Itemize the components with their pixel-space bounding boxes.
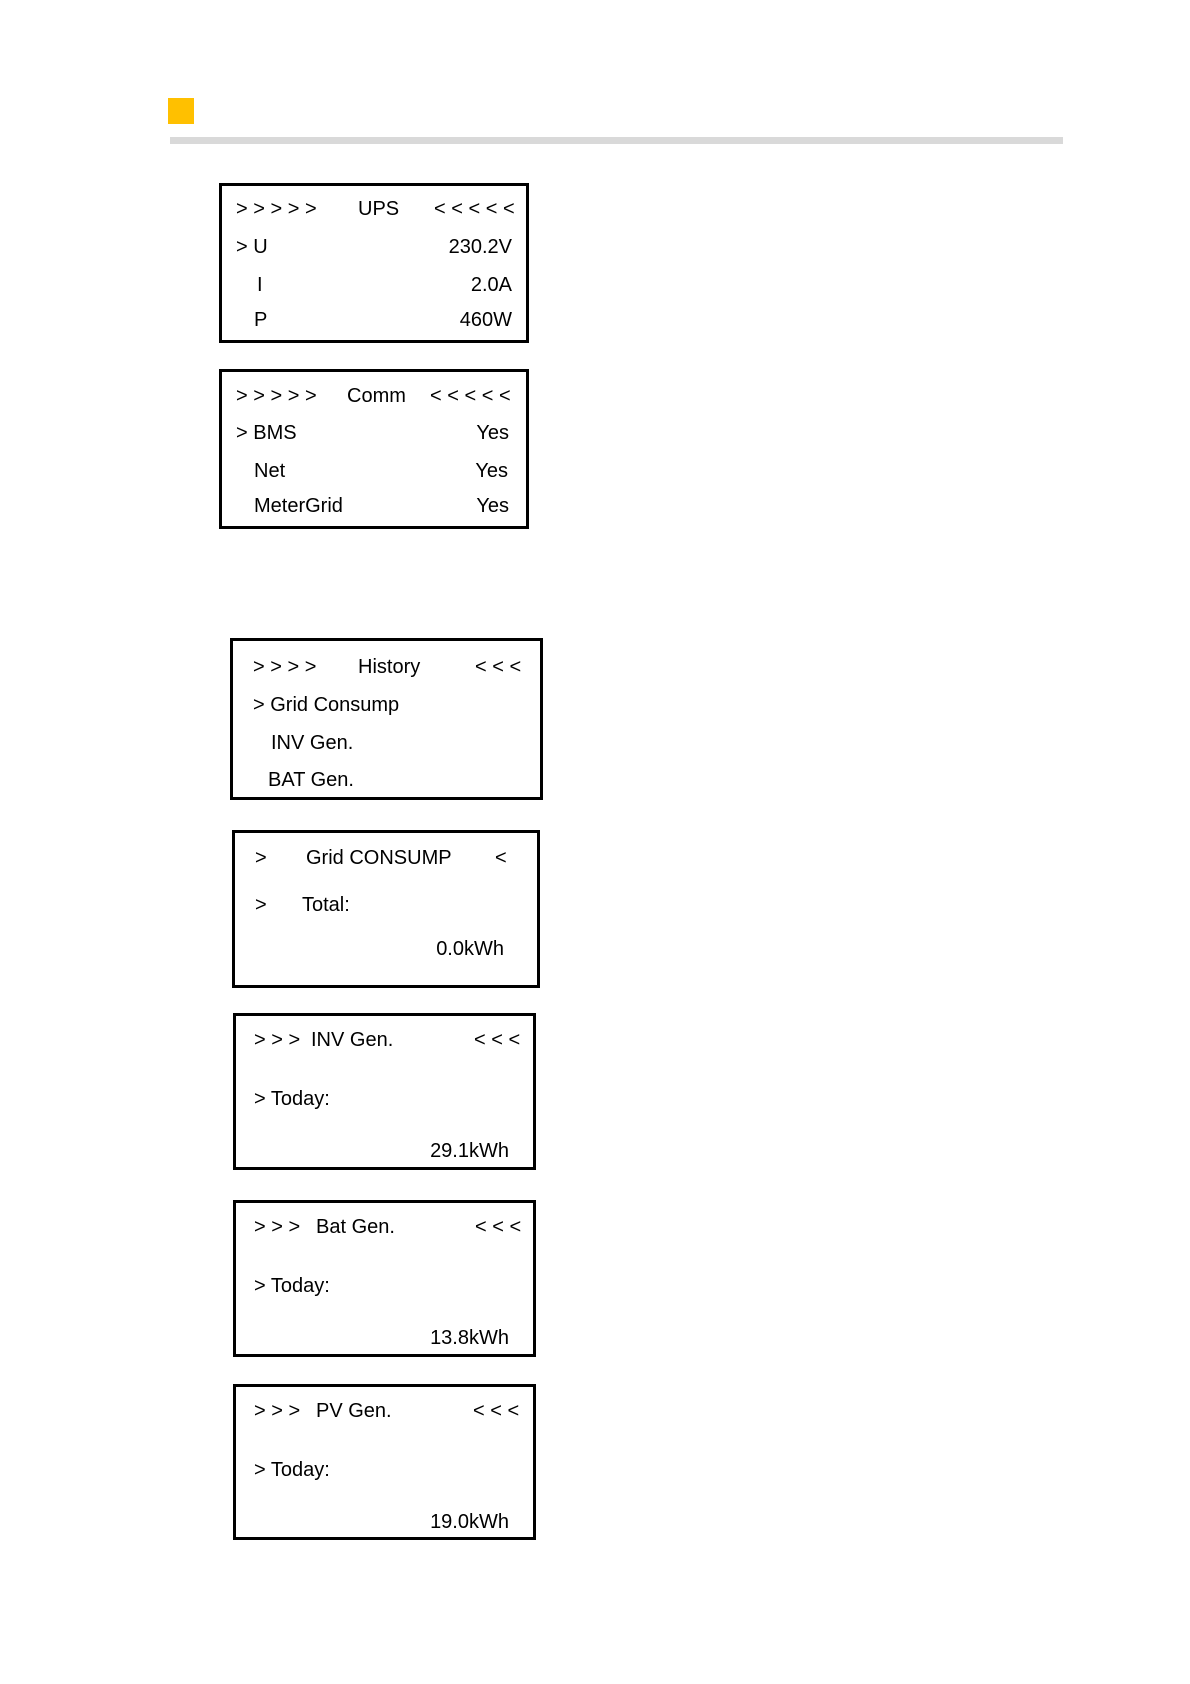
screen-title: PV Gen. [316, 1400, 392, 1422]
header-left-arrows: > > > [254, 1400, 301, 1422]
header-right-arrow: < [495, 847, 507, 869]
header-right-arrows: < < < < < [430, 385, 511, 407]
pv-gen-screen [233, 1384, 536, 1540]
screen-title: Bat Gen. [316, 1216, 395, 1238]
grid-consump-screen [232, 830, 540, 988]
header-right-arrows: < < < < < [434, 198, 515, 220]
today-value: 19.0kWh [430, 1511, 509, 1533]
today-value: 13.8kWh [430, 1327, 509, 1349]
ups-current-value: 2.0A [470, 274, 512, 296]
screen-title: History [358, 656, 421, 678]
ups-current-label: I [257, 274, 263, 296]
today-value: 29.1kWh [430, 1140, 509, 1162]
comm-bms-label: > BMS [236, 422, 297, 444]
ups-voltage-value: 230.2V [448, 236, 512, 258]
header-left-arrows: > > > [254, 1216, 301, 1238]
header-right-arrows: < < < [474, 1029, 521, 1051]
comm-net-label: Net [254, 460, 286, 482]
comm-metergrid-label: MeterGrid [254, 495, 343, 517]
inv-gen-screen [233, 1013, 536, 1170]
comm-metergrid-value: Yes [476, 495, 509, 517]
cursor-arrow: > [255, 894, 267, 916]
screen-title: INV Gen. [311, 1029, 394, 1051]
header-right-arrows: < < < [475, 1216, 522, 1238]
header-left-arrows: > > > > [253, 656, 317, 678]
bat-gen-screen [233, 1200, 536, 1357]
section-divider [170, 137, 1063, 144]
history-item-bat-gen: BAT Gen. [268, 769, 354, 791]
ups-voltage-label: > U [236, 236, 268, 258]
header-right-arrows: < < < [473, 1400, 520, 1422]
history-item-grid-consump: > Grid Consump [253, 694, 400, 716]
header-left-arrows: > > > [254, 1029, 301, 1051]
ups-power-label: P [254, 309, 268, 331]
screen-title: Grid CONSUMP [306, 847, 452, 869]
comm-net-value: Yes [475, 460, 508, 482]
screen-title: Comm [347, 385, 406, 407]
comm-bms-value: Yes [476, 422, 509, 444]
section-marker-icon [168, 98, 194, 124]
header-left-arrows: > > > > > [236, 198, 317, 220]
history-screen [230, 638, 543, 800]
today-label: > Today: [254, 1088, 330, 1110]
ups-power-value: 460W [459, 309, 512, 331]
today-label: > Today: [254, 1275, 330, 1297]
screen-title: UPS [358, 198, 400, 220]
today-label: > Today: [254, 1459, 330, 1481]
header-left-arrows: > > > > > [236, 385, 317, 407]
comm-screen [219, 369, 529, 529]
total-label: Total: [302, 894, 350, 916]
history-item-inv-gen: INV Gen. [271, 732, 354, 754]
ups-screen [219, 183, 529, 343]
header-right-arrows: < < < [475, 656, 522, 678]
header-left-arrow: > [255, 847, 267, 869]
total-value: 0.0kWh [436, 938, 504, 960]
